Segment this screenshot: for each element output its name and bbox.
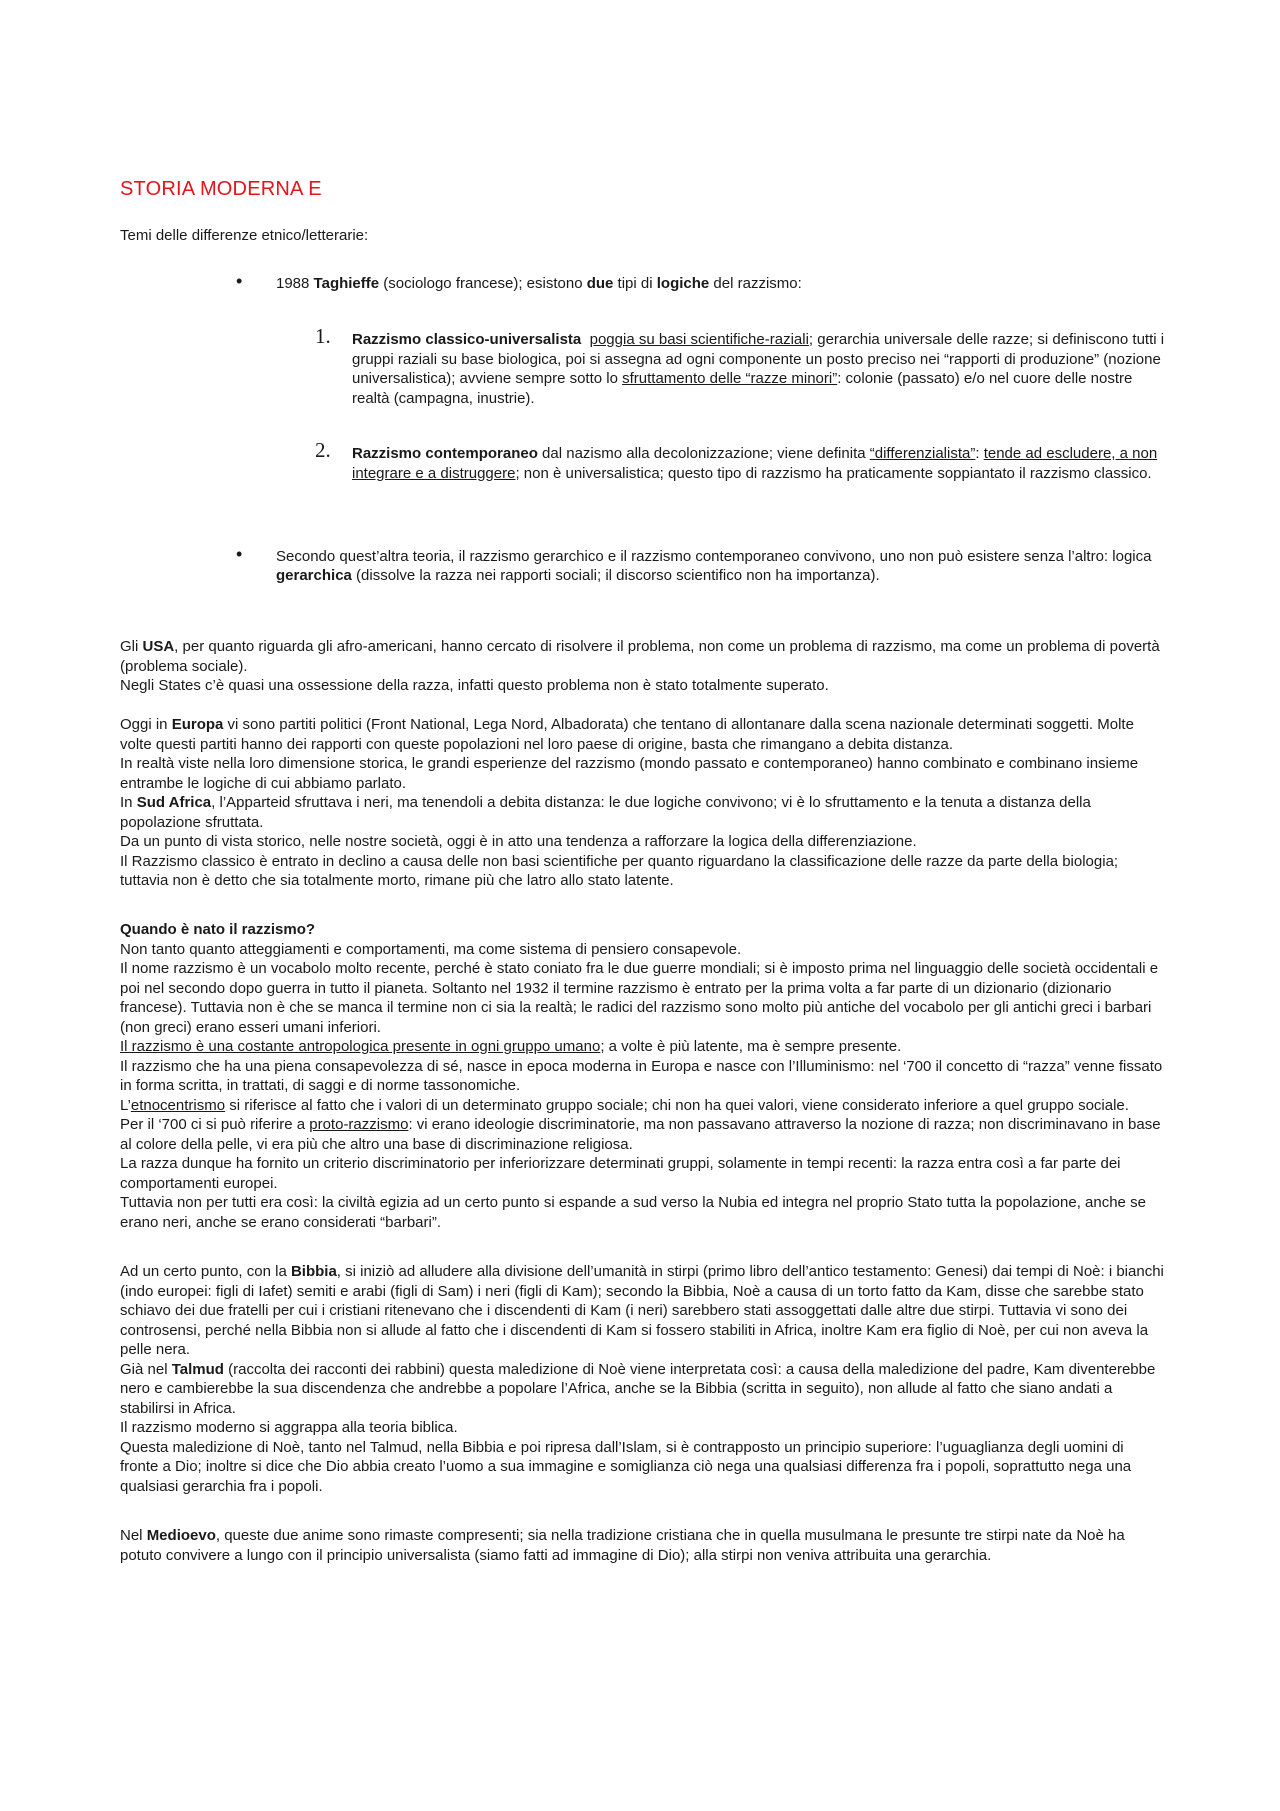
paragraph-usa: Gli USA, per quanto riguarda gli afro-americani, hanno cercato di risolvere il problema, non come un problema di razzismo, ma come un problema di povertà (problema sociale). <box>120 638 1160 675</box>
paragraph-bibbia: Ad un certo punto, con la Bibbia, si iniziò ad alludere alla divisione dell’umanità in stirpi (primo libro dell’antico testamento: Genesi) dai tempi di Noè: i bianchi (indo europei: figli di Iafet) semiti e arabi (figli di Sam) i neri (figli di Kam); secondo la Bibbia, Noè a causa di un torto fatto da Kam, disse che sarebbe stato schiavo dei due fratelli per cui i cristiani ritenevano che i discendenti di Kam (i neri) sarebbero stati assoggettati dalle altre due stirpi. Tuttavia vi sono dei controsensi, perché nella Bibbia non si allude al fatto che i discendenti di Kam si fossero stabiliti in Africa, inoltre Kam era figlio di Noè, per cui non aveva la pelle nera. <box>120 1263 1164 1358</box>
numbered-item-contemporaneo: 2. Razzismo contemporaneo dal nazismo alla decolonizzazione; viene definita “differenzialista”: tende ad escludere, a non integrare e a distruggere; non è universalistica; questo tipo di razzismo ha praticamente soppiantato il razzismo classico. <box>315 438 1158 482</box>
paragraph-quando-3: Il razzismo è una costante antropologica presente in ogni gruppo umano; a volte è più latente, ma è sempre presente. <box>120 1038 902 1055</box>
bullet-dot-icon: • <box>236 544 243 564</box>
bullet-dot-icon: • <box>236 271 243 291</box>
section-heading-quando: Quando è nato il razzismo? <box>120 921 316 938</box>
paragraph-quando-5: L’etnocentrismo si riferisce al fatto che i valori di un determinato gruppo sociale; chi non ha quei valori, viene considerato inferiore a quel gruppo sociale. <box>120 1096 1129 1114</box>
paragraph-maledizione: Questa maledizione di Noè, tanto nel Talmud, nella Bibbia e poi ripresa dall’Islam, si è contrapposto un principio superiore: l’uguaglianza degli uomini di fronte a Dio; inoltre si dice che Dio abbia creato l’uomo a sua immagine e somiglianza ciò nega una qualsiasi differenza fra i popoli, soprattutto nega una qualsiasi gerarchia fra i popoli. <box>120 1438 1132 1495</box>
paragraph-quando-7: La razza dunque ha fornito un criterio discriminatorio per inferiorizzare determinati gruppi, solamente in tempi recenti: la razza entra così a far parte dei comportamenti europei. <box>120 1155 1121 1192</box>
document-page <box>120 178 1165 1565</box>
bullet-item-taghieffe: • 1988 Taghieffe (sociologo francese); esistono due tipi di logiche del razzismo: <box>236 271 802 292</box>
paragraph-realta: In realtà viste nella loro dimensione storica, le grandi esperienze del razzismo (mondo passato e contemporaneo) hanno combinato e combinano insieme entrambe le logiche di cui abbiamo parlato. <box>120 755 1139 792</box>
paragraph-quando-1: Non tanto quanto atteggiamenti e comportamenti, ma come sistema di pensiero consapevole. <box>120 940 742 958</box>
paragraph-quando-4: Il razzismo che ha una piena consapevolezza di sé, nasce in epoca moderna in Europa e nasce con l’Illuminismo: nel ‘700 il concetto di “razza” venne fissato in forma scritta, in trattati, di saggi e di norme tassonomiche. <box>120 1057 1163 1094</box>
paragraph-quando-8: Tuttavia non per tutti era così: la civiltà egizia ad un certo punto si espande a sud verso la Nubia ed integra nel proprio Stato tutta la popolazione, anche se erano neri, anche se erano considerati “barbari”. <box>120 1194 1146 1231</box>
paragraph-sudafrica: In Sud Africa, l’Apparteid sfruttava i neri, ma tenendoli a debita distanza: le due logiche convivono; vi è lo sfruttamento e la tenuta a distanza della popolazione sfruttata. <box>120 794 1091 831</box>
paragraph-differenziazione: Da un punto di vista storico, nelle nostre società, oggi è in atto una tendenza a rafforzare la logica della differenziazione. <box>120 833 917 850</box>
document-title: STORIA MODERNA E <box>120 178 322 200</box>
paragraph-talmud: Già nel Talmud (raccolta dei racconti dei rabbini) questa maledizione di Noè viene interpretata così: a causa della maledizione del padre, Kam diventerebbe nero e cambierebbe la sua discendenza che andrebbe a popolare l’Africa, anche se la Bibbia (scritta in seguito), non allude al fatto che siano andati a stabilirsi in Africa. <box>120 1360 1156 1417</box>
paragraph-states: Negli States c’è quasi una ossessione della razza, infatti questo problema non è stato totalmente superato. <box>120 677 829 694</box>
paragraph-quando-6: Per il ‘700 ci si può riferire a proto-razzismo: vi erano ideologie discriminatorie, ma non passavano attraverso la nozione di razza; non discriminavano in base al colore della pelle, vi era più che altro una base di discriminazione religiosa. <box>120 1116 1161 1153</box>
paragraph-razzismo-moderno: Il razzismo moderno si aggrappa alla teoria biblica. <box>120 1419 458 1436</box>
paragraph-quando-2: Il nome razzismo è un vocabolo molto recente, perché è stato coniato fra le due guerre mondiali; si è imposto prima nel linguaggio delle società occidentali e poi nel secondo dopo guerra in tutto il pianeta. Soltanto nel 1932 il termine razzismo è entrato per la prima volta a far parte di un dizionario (dizionario francese). Tuttavia non è che se manca il termine non ci sia la realtà; le radici del razzismo sono molto più antiche del vocabolo per gli antichi greci i barbari (non greci) erano esseri umani inferiori. <box>120 960 1159 1036</box>
paragraph-europa: Oggi in Europa vi sono partiti politici (Front National, Lega Nord, Albadorata) che tentano di allontanare dalla scena nazionale determinati soggetti. Molte volte questi partiti hanno dei rapporti con queste popolazioni nel loro paese di origine, basta che rimangano a debita distanza. <box>120 716 1134 753</box>
document-subtitle: Temi delle differenze etnico/letterarie: <box>120 227 369 244</box>
paragraph-medioevo: Nel Medioevo, queste due anime sono rimaste compresenti; sia nella tradizione cristiana che in quella musulmana le presunte tre stirpi nate da Noè ha potuto convivere a lungo con il principio universalista (siamo fatti ad immagine di Dio); alla stirpi non veniva attribuita una gerarchia. <box>120 1527 1125 1564</box>
bullet-item-teoria: • Secondo quest’altra teoria, il razzismo gerarchico e il razzismo contemporaneo convivono, uno non può esistere senza l’altro: logica gerarchica (dissolve la razza nei rapporti sociali; il discorso scientifico non ha importanza). <box>236 544 1152 584</box>
item-number: 2. <box>315 438 331 462</box>
item-number: 1. <box>315 324 331 348</box>
numbered-item-classico: 1. Razzismo classico-universalista poggia su basi scientifiche-raziali; gerarchia universale delle razze; si definiscono tutti i gruppi raziali su base biologica, poi si assegna ad ogni componente un posto preciso nei “rapporti di produzione” (nozione universalistica); avviene sempre sotto lo sfruttamento delle “razze minori”: colonie (passato) e/o nel cuore delle nostre realtà (campagna, inustrie). <box>315 324 1165 407</box>
paragraph-declino: Il Razzismo classico è entrato in declino a causa delle non basi scientifiche per quanto riguardano la classificazione delle razze da parte della biologia; tuttavia non è detto che sia totalmente morto, rimane più che latro allo stato latente. <box>120 852 1119 889</box>
